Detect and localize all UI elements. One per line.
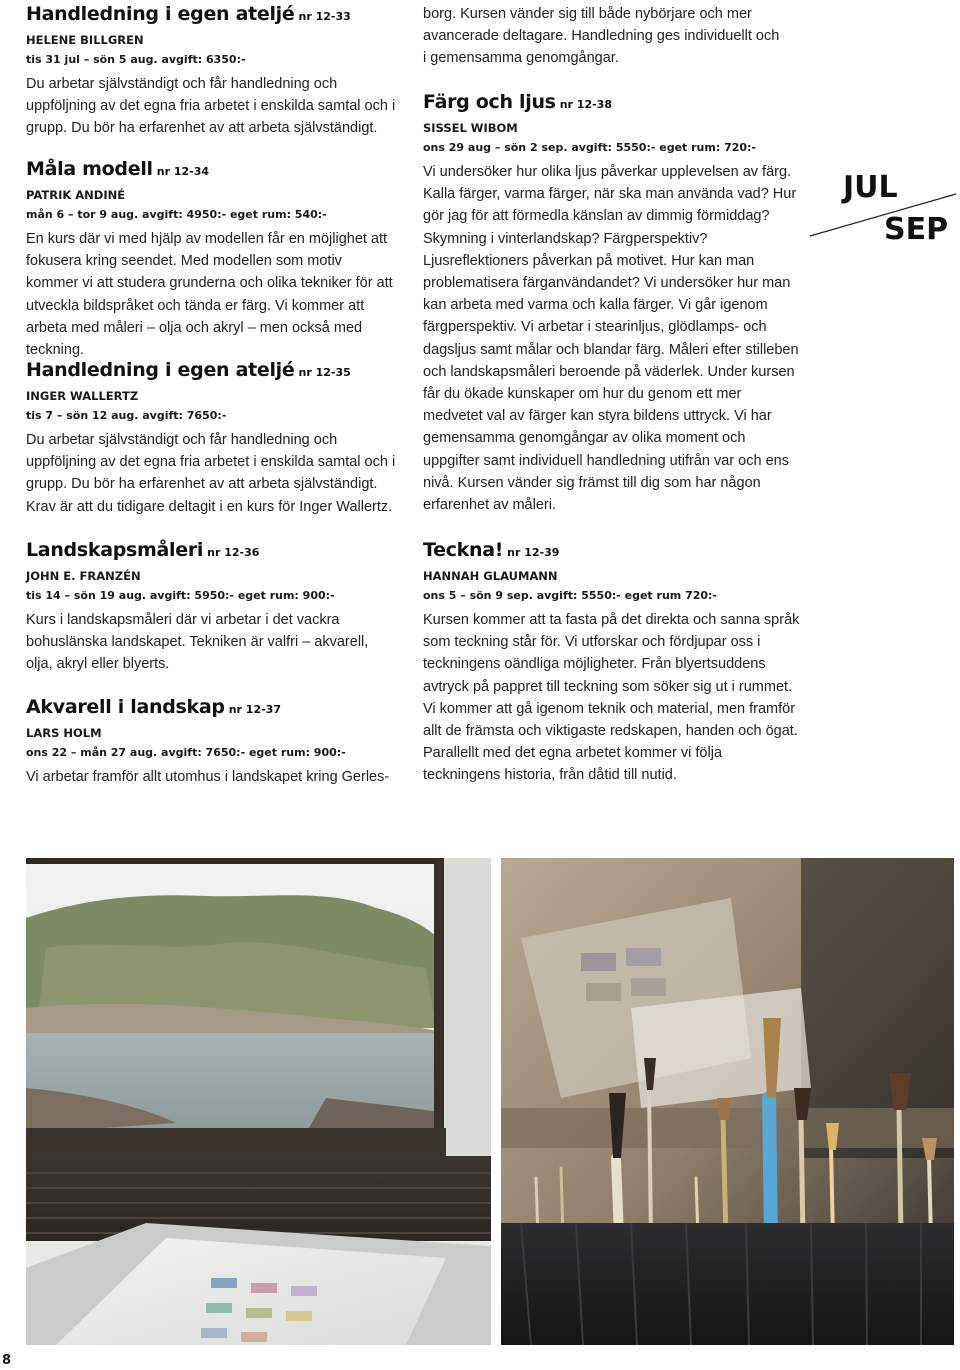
course-meta: tis 7 – sön 12 aug. avgift: 7650:-	[26, 409, 227, 422]
course-description: En kurs där vi med hjälp av modellen får en möjlighet att fokusera kring seendet. Med modellen som motiv kommer vi att studera grunderna och olika tekniker för att utveckla bildspråket och tända er färg. Vi kommer att arbeta med måleri – olja och akryl – men också med teckning.	[26, 231, 393, 359]
course-teacher: LARS HOLM	[26, 726, 102, 740]
course-meta: tis 31 jul – sön 5 aug. avgift: 6350:-	[26, 53, 246, 66]
course-meta: tis 14 – sön 19 aug. avgift: 5950:- eget rum: 900:-	[26, 589, 335, 602]
course-number: nr 12-38	[559, 98, 612, 111]
course-12-33	[26, 2, 396, 140]
course-12-38	[423, 90, 803, 516]
course-number: nr 12-34	[156, 165, 210, 178]
course-meta: ons 5 – sön 9 sep. avgift: 5550:- eget rum 720:-	[423, 589, 717, 602]
course-12-35	[26, 358, 401, 518]
course-number: nr 12-33	[298, 10, 351, 23]
course-number: nr 12-35	[298, 366, 351, 379]
course-number: nr 12-36	[207, 546, 260, 559]
course-description: Vi undersöker hur olika ljus påverkar upplevelsen av färg. Kalla färger, varma färger, när ska man använda vad? Hur gör jag för att förmedla känslan av dimmig förmiddag? Skymning i vinterlandskap? Färgperspektiv? Ljusreflektioners påverkan på motivet. Hur kan man problematisera färganvändandet? Vi undersöker hur man kan arbeta med varma och kalla färger. Vi går igenom färgperspektiv. Vi arbetar i stearinljus, glödlamps- och dagsljus samt målar och blandar färg. Måleri efter stilleben och landskapsmåleri beroende på väderlek. Under kursen får du ökade kunskaper om hur du genom ett mer medvetet val av färger kan styra bildens uttryck. Vi har gemensamma genomgångar av olika moment och uppgifter samt individuell handledning utifrån var och ens nivå. Kursen vänder sig främst till dig som har någon erfarenhet av måleri.	[423, 164, 799, 514]
course-title: Handledning i egen ateljé nr 12-35	[26, 359, 351, 381]
course-meta: ons 22 – mån 27 aug. avgift: 7650:- eget rum: 900:-	[26, 746, 346, 759]
course-teacher: HANNAH GLAUMANN	[423, 569, 558, 583]
course-title: Handledning i egen ateljé nr 12-33	[26, 3, 351, 25]
course-teacher: JOHN E. FRANZÉN	[26, 569, 141, 583]
course-title: Akvarell i landskap nr 12-37	[26, 696, 281, 718]
page-number: 8	[2, 1353, 12, 1368]
continued-text: borg. Kursen vänder sig till både nybörjare och mer avancerade deltagare. Handledning ges individuellt och i gemensamma genomgångar.	[423, 6, 780, 67]
paintbrushes-photo	[501, 858, 954, 1345]
course-description: Kursen kommer att ta fasta på det direkta och sanna språk som teckning står för. Vi utforskar och fördjupar oss i teckningens oändliga möjligheter. Från blyertsuddens avtryck på pappret till teckning som söker sig ut i rummet. Vi kommer att gå igenom teknik och material, men framför allt de främsta och viktigaste redskapen, handen och ögat. Parallellt med det egna arbetet kommer vi följa teckningens historia, från dåtid till nutid.	[423, 612, 800, 784]
course-number: nr 12-37	[228, 703, 281, 716]
course-description: Du arbetar självständigt och får handledning och uppföljning av det egna fria arbetet i enskilda samtal och i grupp. Du bör ha erfarenhet av att arbeta självständigt.	[26, 76, 396, 137]
course-12-36	[26, 538, 396, 676]
course-description: Vi arbetar framför allt utomhus i landskapet kring Gerles-	[26, 769, 390, 785]
course-meta: ons 29 aug – sön 2 sep. avgift: 5550:- eget rum: 720:-	[423, 141, 757, 154]
course-teacher: SISSEL WIBOM	[423, 121, 518, 135]
course-title: Landskapsmåleri nr 12-36	[26, 539, 260, 561]
month-to: SEP	[884, 212, 949, 247]
month-from: JUL	[843, 170, 898, 205]
course-teacher: HELENE BILLGREN	[26, 33, 144, 47]
course-description: Du arbetar självständigt och får handledning och uppföljning av det egna fria arbetet i enskilda samtal och i grupp. Du bör ha erfarenhet av att arbeta självständigt. Krav är att du tidigare deltagit i en kurs för Inger Wallertz.	[26, 432, 396, 515]
course-title: Färg och ljus nr 12-38	[423, 91, 612, 113]
course-description: Kurs i landskapsmåleri där vi arbetar i det vackra bohuslänska landskapet. Tekniken är valfri – akvarell, olja, akryl eller blyerts.	[26, 612, 369, 673]
course-teacher: INGER WALLERTZ	[26, 389, 139, 403]
course-title: Måla modell nr 12-34	[26, 158, 210, 180]
course-12-39	[423, 538, 803, 787]
course-title: Teckna! nr 12-39	[423, 539, 560, 561]
course-12-37	[26, 695, 416, 788]
window-landscape-photo	[26, 858, 491, 1345]
course-meta: mån 6 – tor 9 aug. avgift: 4950:- eget rum: 540:-	[26, 208, 327, 221]
course-number: nr 12-39	[507, 546, 560, 559]
course-12-34	[26, 157, 398, 361]
course-teacher: PATRIK ANDINÉ	[26, 188, 126, 202]
